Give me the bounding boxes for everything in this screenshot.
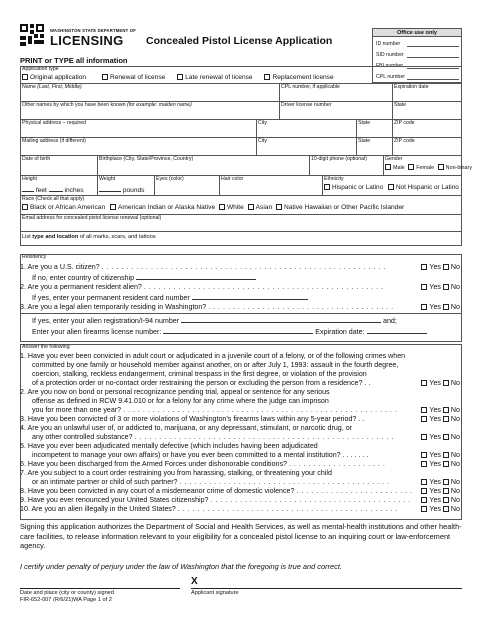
residency-q1-sub (32, 273, 472, 283)
replacement-checkbox[interactable] (264, 74, 270, 80)
q1-no-checkbox[interactable] (443, 380, 449, 386)
residency-q2: 2. Are you a permanent resident alien? . . . . . . . . . . . . . . . . . . . . . . . . . . . . . . . . . . . . . . . . . . . . . . . . . Yes No (20, 283, 460, 291)
question-7-line-2: or an intimate partner or child of such partner? . . . . . . . . . . . . . . . . . . . . . . . . . . . . . . . . . . . . . . . . . . . Yes No (32, 478, 460, 486)
print-instruction: PRINT or TYPE all information (20, 56, 128, 65)
question-4-text-end: any other controlled substance? (32, 433, 133, 441)
agency-name: LICENSING (50, 33, 124, 48)
race-native-american-option[interactable]: American Indian or Alaska Native (110, 204, 215, 211)
form-title: Concealed Pistol License Application (146, 35, 333, 47)
renewal-option[interactable]: Renewal of license (102, 74, 165, 81)
signature-line[interactable] (191, 588, 462, 589)
question-2-line-3: you for more than one year? . . . . . . . . . . . . . . . . . . . . . . . . . . . . . . . . . . . . . . . . . . . . . . . . . . . . . . . . Yes No (32, 406, 460, 414)
renewal-checkbox[interactable] (102, 74, 108, 80)
firearms-license-label: Enter your alien firearms license number: (32, 328, 162, 336)
applicant-signature-label: Applicant signature (191, 590, 239, 596)
date-place-label: Date and place (city or county) signed (20, 590, 114, 596)
question-1-line-4: of a protection order or no-contact order restraining the person or excluding the person from a residence? . . Yes No (32, 379, 460, 387)
q9-yes-checkbox[interactable] (421, 497, 427, 503)
race-label: Race (Check all that apply) (22, 196, 85, 202)
res-q3-yes-checkbox[interactable] (421, 304, 427, 310)
gender-nonbinary-option[interactable]: Non-binary (438, 165, 472, 171)
expiration-date-field-label[interactable]: Expiration date (394, 84, 429, 90)
other-names-field-label[interactable]: Other names by which you have been known (for example: maiden name) (22, 102, 192, 108)
race-black-checkbox[interactable] (22, 204, 28, 210)
nonbinary-checkbox[interactable] (438, 164, 444, 170)
question-8: 8. Have you been convicted in any court of a misdemeanor crime of domestic violence? . . . . . . . . . . . . . . . . . . . . . . . . Yes No (20, 487, 460, 495)
gender-label: Gender (385, 156, 403, 162)
firearms-expiration-input[interactable] (367, 327, 427, 334)
signature-x-mark: X (191, 576, 198, 587)
question-10-text: 10. Are you an alien illegally in the United States? (20, 505, 176, 513)
race-white-checkbox[interactable] (219, 204, 225, 210)
physical-city-field-label[interactable]: City (258, 120, 267, 126)
question-6-text: 6. Have you been discharged from the Armed Forces under dishonorable conditions? (20, 460, 287, 468)
perjury-certification: I certify under penalty of perjury under the law of Washington that the foregoing is true and correct. (20, 562, 342, 571)
race-native-american-checkbox[interactable] (110, 204, 116, 210)
office-fbi-number: FBI number (376, 63, 404, 69)
agency-line: WASHINGTON STATE DEPARTMENT OF (50, 28, 136, 33)
question-2-text-end: you for more than one year? (32, 406, 122, 414)
q10-yes-checkbox[interactable] (421, 506, 427, 512)
inches-label: inches (64, 187, 84, 194)
not-hispanic-option[interactable]: Not Hispanic or Latino (388, 184, 459, 191)
res-q2-no-checkbox[interactable] (443, 284, 449, 290)
q10-no-checkbox[interactable] (443, 506, 449, 512)
res-q1-no-checkbox[interactable] (443, 264, 449, 270)
date-place-line[interactable] (20, 588, 180, 589)
mailing-address-field-label[interactable]: Mailing address (if different) (22, 138, 86, 144)
qr-style-logo-icon (20, 24, 46, 46)
residency-q3-text: 3. Are you a legal alien temporarily residing in Washington? (20, 303, 207, 311)
q6-yes-checkbox[interactable] (421, 461, 427, 467)
ethnicity-label: Ethnicity (324, 176, 344, 182)
citizenship-country-label: If no, enter country of citizenship (32, 274, 135, 282)
question-1-text-end: of a protection order or no-contact order restraining the person or excluding the person from a residence? . . (32, 379, 371, 387)
mailing-city-field-label[interactable]: City (258, 138, 267, 144)
weight-label: Weight (99, 176, 116, 182)
cpl-number-field-label[interactable]: CPL number, if applicable (281, 84, 340, 90)
question-2-line-2: offense as defined in RCW 9.41.010 or for a felony for any crime where the judge can imprison (32, 397, 329, 405)
gender-male-option[interactable]: Male (385, 165, 405, 171)
name-field-label[interactable]: Name (Last, First, Middle) (22, 84, 82, 90)
hair-field-label[interactable]: Hair color (221, 176, 244, 182)
question-7-line-1: 7. Are you subject to a court order restraining you from harassing, stalking, or threatening your child (20, 469, 332, 477)
q4-yes-checkbox[interactable] (421, 434, 427, 440)
office-id-number: ID number (376, 41, 401, 47)
hispanic-checkbox[interactable] (324, 184, 330, 190)
residency-label: Residency (22, 254, 47, 260)
office-use-title: Office use only (373, 29, 461, 37)
eyes-field-label[interactable]: Eyes (color) (156, 176, 184, 182)
alien-registration-label: If yes, enter your alien registration/I-94 number (32, 317, 180, 325)
q3-yes-checkbox[interactable] (421, 416, 427, 422)
question-4-line-2: any other controlled substance? . . . . . . . . . . . . . . . . . . . . . . . . . . . . . . . . . . . . . . . . . . . . . . . . . . . . . Yes No (32, 433, 460, 441)
original-application-checkbox[interactable] (22, 74, 28, 80)
res-q2-yes-checkbox[interactable] (421, 284, 427, 290)
q5-no-checkbox[interactable] (443, 452, 449, 458)
q7-yes-checkbox[interactable] (421, 479, 427, 485)
female-checkbox[interactable] (408, 164, 414, 170)
resident-card-input[interactable] (192, 293, 308, 300)
replacement-option[interactable]: Replacement license (264, 74, 333, 81)
and-label: and; (383, 317, 397, 325)
question-5-line-2: incompetent to manage your own affairs) or have you ever been committed to a mental institution? . . . . . . . Yes No (32, 451, 460, 459)
q8-no-checkbox[interactable] (443, 488, 449, 494)
original-application-option[interactable]: Original application (22, 74, 86, 81)
mailing-state-field-label[interactable]: State (358, 138, 371, 144)
residency-q2-text: 2. Are you a permanent resident alien? (20, 283, 142, 291)
feet-label: feet (35, 187, 47, 194)
residency-q3-sub (32, 316, 472, 326)
question-5-text-end: incompetent to manage your own affairs) or have you ever been committed to a mental institution? . . . . . . . (32, 451, 369, 459)
race-asian-checkbox[interactable] (248, 204, 254, 210)
question-9-text: 9. Have you ever renounced your United States citizenship? (20, 496, 209, 504)
authorization-statement: Signing this application authorizes the Department of Social and Health Services, as well as mental-health institutions and other health-care facilities, to release information relevant to your eligibility for a concealed pistol license to an inquiring court or law-enforcement agency. (20, 522, 462, 551)
q4-no-checkbox[interactable] (443, 434, 449, 440)
gender-female-option[interactable]: Female (408, 165, 434, 171)
q5-yes-checkbox[interactable] (421, 452, 427, 458)
height-label: Height (22, 176, 37, 182)
question-3: 3. Have you been convicted of 3 or more violations of Washington’s firearms laws within any 5-year period? . . Yes No (20, 415, 460, 423)
office-cpl-number: CPL number (376, 74, 405, 80)
mailing-zip-field-label[interactable]: ZIP code (394, 138, 415, 144)
q7-no-checkbox[interactable] (443, 479, 449, 485)
question-4-line-1: 4. Are you an unlawful user of, or addicted to, marijuana, or any depressant, stimulant, or narcotic drug, or (20, 424, 353, 432)
dol-logo (20, 24, 46, 46)
question-7-text-end: or an intimate partner or child of such partner? (32, 478, 178, 486)
race-pacific-islander-checkbox[interactable] (276, 204, 282, 210)
race-white-option[interactable]: White (219, 204, 244, 211)
hispanic-option[interactable]: Hispanic or Latino (324, 184, 383, 191)
questions-label: Answer the following (22, 344, 70, 350)
residency-q3: 3. Are you a legal alien temporarily residing in Washington? . . . . . . . . . . . . . . . . . . . . . . . . . . . . . . . . . . . . . . Yes No (20, 303, 460, 311)
q8-yes-checkbox[interactable] (421, 488, 427, 494)
q9-no-checkbox[interactable] (443, 497, 449, 503)
email-field-label[interactable]: Email address for concealed pistol license renewal (optional) (22, 215, 162, 221)
birthplace-field-label[interactable]: Birthplace (City, State/Province, Country) (99, 156, 194, 162)
question-9: 9. Have you ever renounced your United States citizenship? . . . . . . . . . . . . . . . . . . . . . . . . . . . . . . . . . . . . . . . . . Yes No (20, 496, 460, 504)
form-id: FIR-652-007 (R/6/21)WA Page 1 of 2 (20, 597, 112, 603)
res-q1-yes-checkbox[interactable] (421, 264, 427, 270)
question-5-line-1: 5. Have you ever been adjudicated mentally defective (which includes having been adjudicated (20, 442, 318, 450)
alien-registration-input[interactable] (181, 316, 381, 323)
question-8-text: 8. Have you been convicted in any court of a misdemeanor crime of domestic violence? (20, 487, 295, 495)
firearms-expiration-label: Expiration date: (315, 328, 365, 336)
question-1-line-3: coercion, stalking, reckless endangerment, criminal trespass in the first degree, or violation of the provision (32, 370, 367, 378)
question-3-text: 3. Have you been convicted of 3 or more violations of Washington’s firearms laws within any 5-year period? . . (20, 415, 365, 423)
question-2-line-1: 2. Are you now on bond or personal recognizance pending trial, appeal or sentence for any serious (20, 388, 330, 396)
question-1-line-1: 1. Have you ever been convicted in adult court or adjudicated in a juvenile court of a felony, or of the following crimes when (20, 352, 406, 360)
phone-field-label[interactable]: 10-digit phone (optional) (311, 156, 367, 162)
resident-card-label: If yes, enter your permanent resident card number (32, 294, 190, 302)
late-renewal-option[interactable]: Late renewal of license (177, 74, 252, 81)
q2-no-checkbox[interactable] (443, 407, 449, 413)
q1-yes-checkbox[interactable] (421, 380, 427, 386)
race-black-option[interactable]: Black or African American (22, 204, 105, 211)
weight-input[interactable] (99, 186, 121, 192)
driver-license-field-label[interactable]: Driver license number (281, 102, 332, 108)
question-10: 10. Are you an alien illegally in the United States? . . . . . . . . . . . . . . . . . . . . . . . . . . . . . . . . . . . . . . . . . . . . . Yes No (20, 505, 460, 513)
physical-zip-field-label[interactable]: ZIP code (394, 120, 415, 126)
dl-state-field-label[interactable]: State (394, 102, 407, 108)
not-hispanic-checkbox[interactable] (388, 184, 394, 190)
question-6: 6. Have you been discharged from the Armed Forces under dishonorable conditions? . . . . . . . . . . . . . . . . . . . . Yes No (20, 460, 460, 468)
late-renewal-checkbox[interactable] (177, 74, 183, 80)
residency-q1: 1. Are you a U.S. citizen? . . . . . . . . . . . . . . . . . . . . . . . . . . . . . . . . . . . . . . . . . . . . . . . . . . . . . . . . . . Yes No (20, 263, 460, 271)
dob-field-label[interactable]: Date of birth (22, 156, 51, 162)
residency-q1-text: 1. Are you a U.S. citizen? (20, 263, 100, 271)
male-checkbox[interactable] (385, 164, 391, 170)
q3-no-checkbox[interactable] (443, 416, 449, 422)
height-inches-input[interactable] (49, 186, 63, 192)
physical-address-field-label[interactable]: Physical address – required (22, 120, 87, 126)
firearms-license-input[interactable] (163, 327, 313, 334)
office-sid-number: SID number (376, 52, 404, 58)
q2-yes-checkbox[interactable] (421, 407, 427, 413)
race-pacific-islander-option[interactable]: Native Hawaiian or Other Pacific Islander (276, 204, 404, 211)
height-feet-input[interactable] (22, 186, 34, 192)
physical-state-field-label[interactable]: State (358, 120, 371, 126)
application-type-label: Application type (22, 66, 59, 72)
marks-field-label[interactable]: List type and location of all marks, scars, and tattoos (22, 234, 156, 240)
race-asian-option[interactable]: Asian (248, 204, 273, 211)
residency-q2-sub (32, 293, 472, 303)
residency-q3-sub2 (32, 327, 472, 337)
res-q3-no-checkbox[interactable] (443, 304, 449, 310)
pounds-label: pounds (122, 187, 145, 194)
citizenship-country-input[interactable] (136, 273, 256, 280)
q6-no-checkbox[interactable] (443, 461, 449, 467)
question-1-line-2: committed by one family or household member against another, on or after July 1, 1993: assault in the fourth degree, (32, 361, 399, 369)
